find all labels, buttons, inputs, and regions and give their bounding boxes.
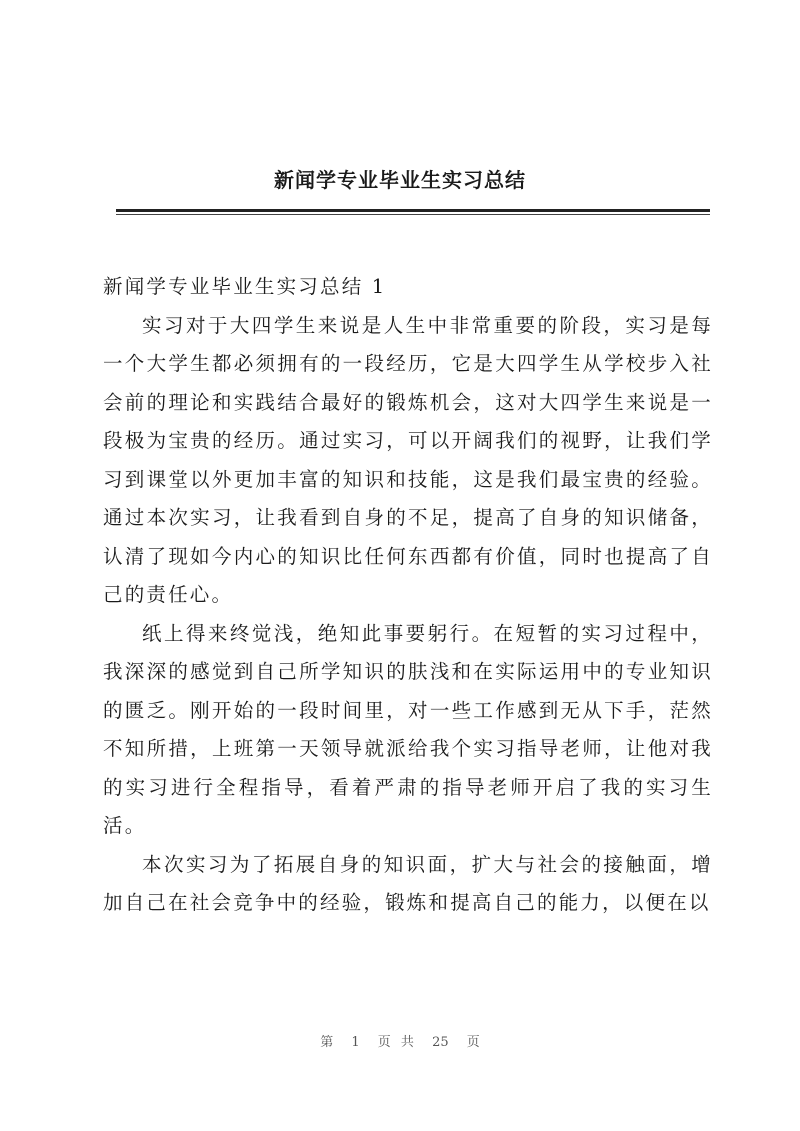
footer-total-pages: 25 (432, 1035, 449, 1050)
section-heading: 新闻学专业毕业生实习总结 1 (103, 275, 387, 298)
footer-prefix: 第 (320, 1035, 334, 1050)
page-footer (0, 1031, 800, 1050)
page-title: 新闻学专业毕业生实习总结 (274, 168, 526, 192)
footer-suffix: 页 (466, 1035, 480, 1050)
footer-current-page: 1 (351, 1035, 360, 1050)
paragraph-1: 实习对于大四学生来说是人生中非常重要的阶段，实习是每一个大学生都必须拥有的一段经历，它是大四学生从学校步入社会前的理论和实践结合最好的锻炼机会，这对大四学生来说是一段极为宝贵的经历。通过实习，可以开阔我们的视野，让我们学习到课堂以外更加丰富的知识和技能，这是我们最宝贵的经验。通过本次实习，让我看到自身的不足，提高了自身的知识储备，认清了现如今内心的知识比任何东西都有价值，同时也提高了自己的责任心。 (103, 313, 713, 606)
document-body (103, 268, 713, 923)
paragraph-3: 本次实习为了拓展自身的知识面，扩大与社会的接触面，增加自己在社会竞争中的经验，锻炼和提高自己的能力，以便在以 (103, 852, 713, 914)
footer-middle: 页 共 (377, 1035, 414, 1050)
paragraph-2: 纸上得来终觉浅，绝知此事要躬行。在短暂的实习过程中，我深深的感觉到自己所学知识的肤浅和在实际运用中的专业知识的匮乏。刚开始的一段时间里，对一些工作感到无从下手，茫然不知所措，上班第一天领导就派给我个实习指导老师，让他对我的实习进行全程指导，看着严肃的指导老师开启了我的实习生活。 (103, 621, 713, 837)
title-divider (116, 209, 710, 212)
title-divider-thin (116, 214, 710, 215)
